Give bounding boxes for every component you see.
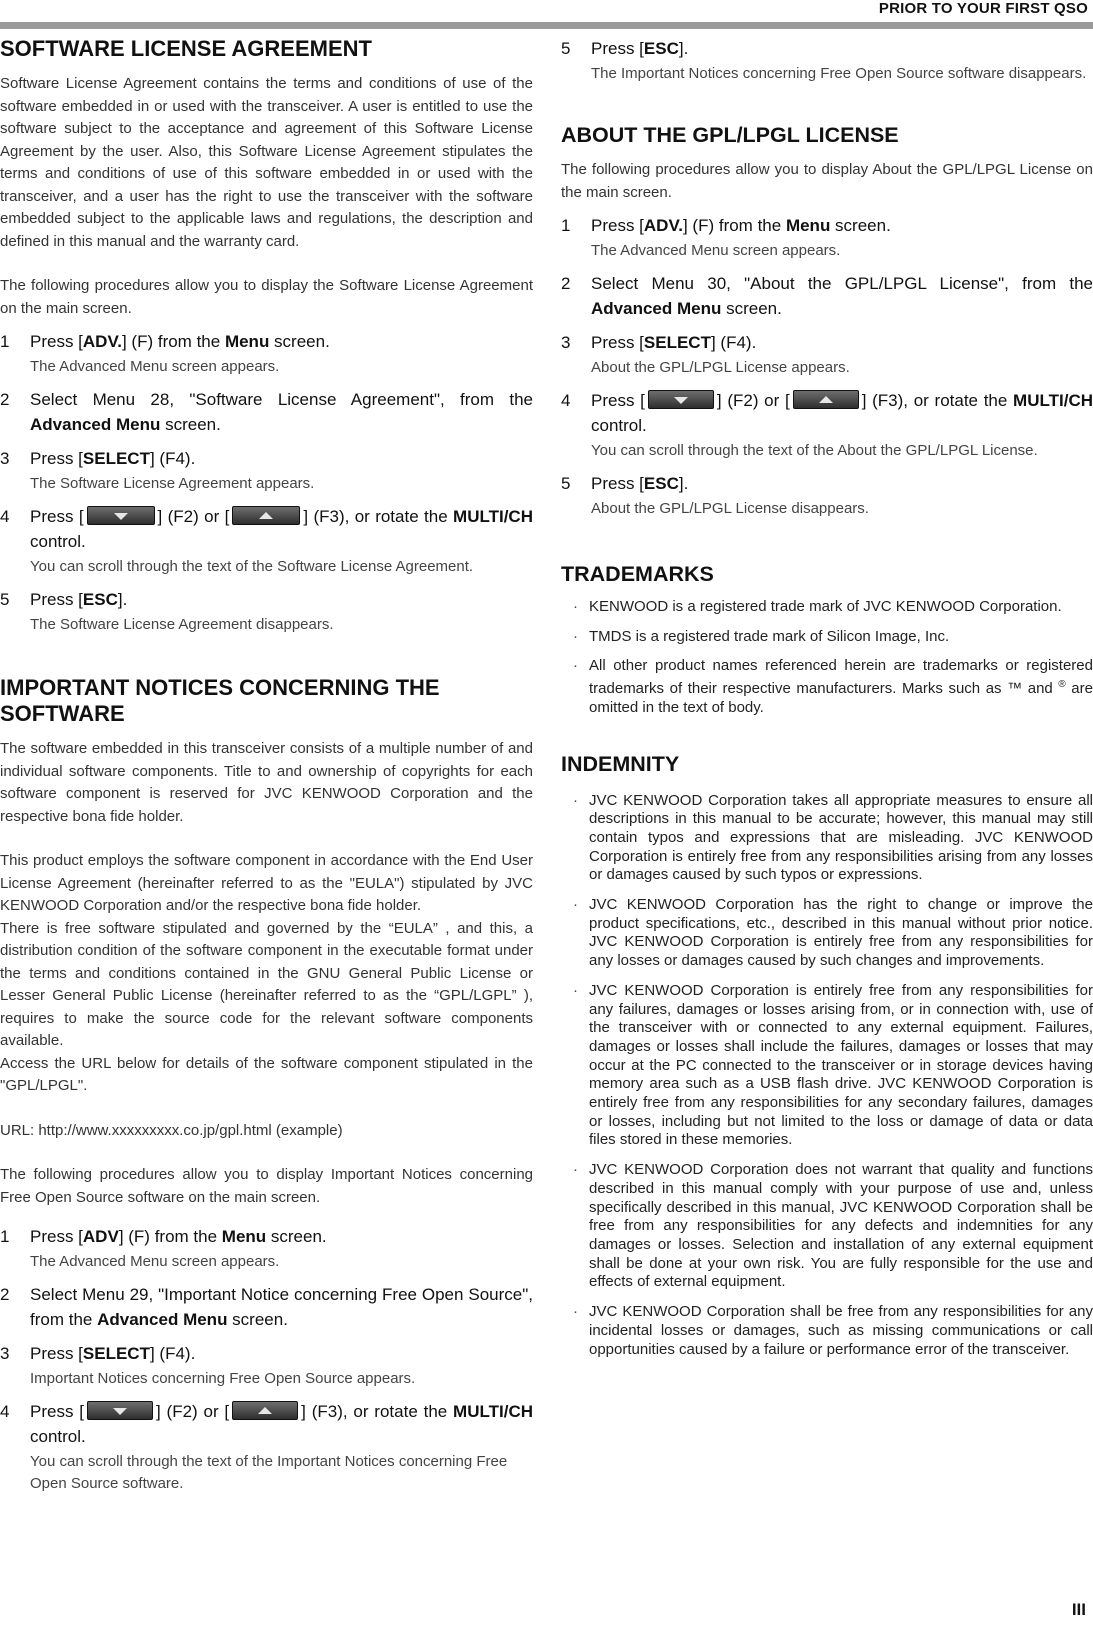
gpl-step-3: 3 Press [SELECT] (F4). About the GPL/LPGL License appears.	[561, 333, 850, 376]
sla-heading: SOFTWARE LICENSE AGREEMENT	[0, 36, 372, 61]
notices-para-3: There is free software stipulated and governed by the “EULA” , and this, a distribution condition of the software component in the executable format under the terms and conditions contained in the GNU General Public License or Lesser General Public License (hereinafter referred to as the “GPL/LGPL” ), requires to make the source code for the relevant software components available.	[0, 919, 533, 1049]
list-item: · JVC KENWOOD Corporation is entirely free from any responsibilities for any failures, damages or losses arising from, or in connection with, use of the transceiver with or connected to any external equipment. Failures, damages or losses shall include the failures, damages or losses that may occur at the PC connected to the transceiver or in storage devices having memory area such as a USB flash drive. JVC KENWOOD Corporation is entirely free from any responsibilities for any secondary failures, damages or losses, including but not limited to the loss or damage of data or data files stored in these memories.	[573, 981, 1093, 1149]
key-select: SELECT	[82, 449, 150, 468]
sla-intro: Software License Agreement contains the terms and conditions of use of the software embedded in or used with the transceiver. A user is entitled to use the software subject to the acceptance and agreement of this Software License Agreement by the user. Also, this Software License Agreement stipulates the terms and conditions of use of this software embedded in or used with the transceiver, and a user has the right to use the transceiver with the software embedded subject to the applicable laws and regulations, the description and defined in this manual and the warranty card.	[0, 75, 533, 250]
indemnity-list	[561, 792, 1093, 1360]
page-header-title: PRIOR TO YOUR FIRST QSO	[878, 0, 1088, 17]
scroll-up-button-icon	[232, 1401, 298, 1420]
list-item: · JVC KENWOOD Corporation does not warrant that quality and functions described in this manual comply with your purpose of use and, unless specifically described in this manual, JVC KENWOOD Corporation shall be free from any responsibilities for any defects and indemnities for any damages or losses. Selection and installation of any external equipment shall be done at your own risk. You are fully responsible for the use and effects of external equipment.	[573, 1161, 1093, 1291]
indemnity-heading: INDEMNITY	[561, 751, 680, 776]
scroll-down-button-icon	[648, 390, 714, 409]
page-number: III	[1071, 1600, 1086, 1619]
notices-procedure-intro: The following procedures allow you to display Important Notices concerning Free Open Source software on the main screen.	[0, 1166, 533, 1206]
multi-ch-label: MULTI/CH	[453, 507, 533, 526]
sla-step-3: 3 Press [SELECT] (F4). The Software License Agreement appears.	[0, 449, 315, 492]
step-note: The Advanced Menu screen appears.	[30, 358, 280, 375]
gpl-intro: The following procedures allow you to display About the GPL/LPGL License on the main screen.	[561, 161, 1093, 201]
list-item: · TMDS is a registered trade mark of Silicon Image, Inc.	[573, 627, 950, 645]
list-item: · JVC KENWOOD Corporation shall be free from any responsibilities for any incidental losses or damages, such as missing communications or call opportunities caused by a failure or performance error of the transceiver.	[573, 1303, 1093, 1358]
scroll-up-button-icon	[793, 390, 859, 409]
gpl-step-1: 1 Press [ADV.] (F) from the Menu screen. The Advanced Menu screen appears.	[561, 216, 891, 259]
sla-step-4: 4 Press [ ] (F2) or [ ] (F3), or rotate the MULTI/CH control. You can scroll through the text of the Software License Agreement.	[0, 507, 533, 575]
scroll-down-button-icon	[87, 506, 155, 525]
header-rule	[0, 22, 1093, 29]
trademarks-heading: TRADEMARKS	[561, 562, 714, 586]
gpl-step-5: 5 Press [ESC]. About the GPL/LPGL License disappears.	[561, 474, 869, 517]
menu-label: Menu	[224, 332, 270, 351]
advanced-menu-label: Advanced Menu	[30, 415, 161, 434]
list-item: · JVC KENWOOD Corporation has the right to change or improve the product specifications, etc., described in this manual without prior notice. JVC KENWOOD Corporation is entirely free from any responsibilities for any losses or damages caused by such changes and improvements.	[573, 896, 1093, 970]
list-item: · All other product names referenced herein are trademarks or registered trademarks of their respective manufacturers. Marks such as ™ and ® are omitted in the text of body.	[573, 657, 1093, 716]
notices-para-4: Access the URL below for details of the software component stipulated in the "GPL/LPGL".	[0, 1054, 533, 1094]
scroll-down-button-icon	[87, 1401, 153, 1420]
list-item: · KENWOOD is a registered trade mark of JVC KENWOOD Corporation.	[573, 598, 1062, 615]
sla-step-1: 1 Press [ADV.] (F) from the Menu screen. The Advanced Menu screen appears.	[0, 329, 533, 378]
key-adv: ADV.	[82, 332, 122, 351]
gpl-step-4: 4 Press [ ] (F2) or [ ] (F3), or rotate the MULTI/CH control. You can scroll through the text of the About the GPL/LPGL License.	[561, 391, 1093, 459]
notices-step-3: 3 Press [SELECT] (F4). Important Notices concerning Free Open Source appears.	[0, 1344, 416, 1387]
sla-step-2: 2 Select Menu 28, "Software License Agreement", from the Advanced Menu screen.	[0, 390, 533, 434]
notices-step-2: 2 Select Menu 29, "Important Notice concerning Free Open Source", from the Advanced Menu screen.	[0, 1285, 533, 1329]
gpl-heading: ABOUT THE GPL/LPGL LICENSE	[561, 123, 899, 147]
notices-step-1: 1 Press [ADV] (F) from the Menu screen. The Advanced Menu screen appears.	[0, 1227, 327, 1270]
notices-para-2: This product employs the software component in accordance with the End User License Agreement (hereinafter referred to as the "EULA") stipulated by JVC KENWOOD Corporation and/or the respective bona fide holder.	[0, 852, 533, 914]
key-esc: ESC	[82, 590, 118, 609]
list-item: · JVC KENWOOD Corporation takes all appropriate measures to ensure all descriptions in this manual to be accurate; however, this manual may still contain typos and expressions that are misleading. JVC KENWOOD Corporation is entirely free from any responsibilities arising from any losses or damages caused by such typos or expressions.	[573, 791, 1093, 884]
notices-para-1: The software embedded in this transceiver consists of a multiple number of and individual software components. Title to and ownership of copyrights for each software component is reserved for JVC KENWOOD Corporation and the respective bona fide holder.	[0, 740, 533, 825]
sla-step-5: 5 Press [ESC]. The Software License Agreement disappears.	[0, 590, 334, 633]
step-number: 1	[0, 332, 10, 351]
left-column	[0, 36, 533, 1504]
sla-procedure-intro: The following procedures allow you to display the Software License Agreement on the main screen.	[0, 277, 533, 317]
notices-step-4: 4 Press [ ] (F2) or [ ] (F3), or rotate the MULTI/CH control. You can scroll through the text of the Important Notices concerning Free Open Source software.	[0, 1402, 533, 1492]
notices-url: URL: http://www.xxxxxxxxx.co.jp/gpl.html (example)	[0, 1121, 343, 1139]
right-column	[561, 36, 1093, 1370]
notices-heading: IMPORTANT NOTICES CONCERNING THE SOFTWARE	[0, 675, 440, 726]
trademarks-list	[561, 598, 1093, 718]
notices-step-5: 5 Press [ESC]. The Important Notices concerning Free Open Source software disappears.	[561, 39, 1087, 82]
scroll-up-button-icon	[232, 506, 300, 525]
gpl-step-2: 2 Select Menu 30, "About the GPL/LPGL License", from the Advanced Menu screen.	[561, 274, 1093, 318]
